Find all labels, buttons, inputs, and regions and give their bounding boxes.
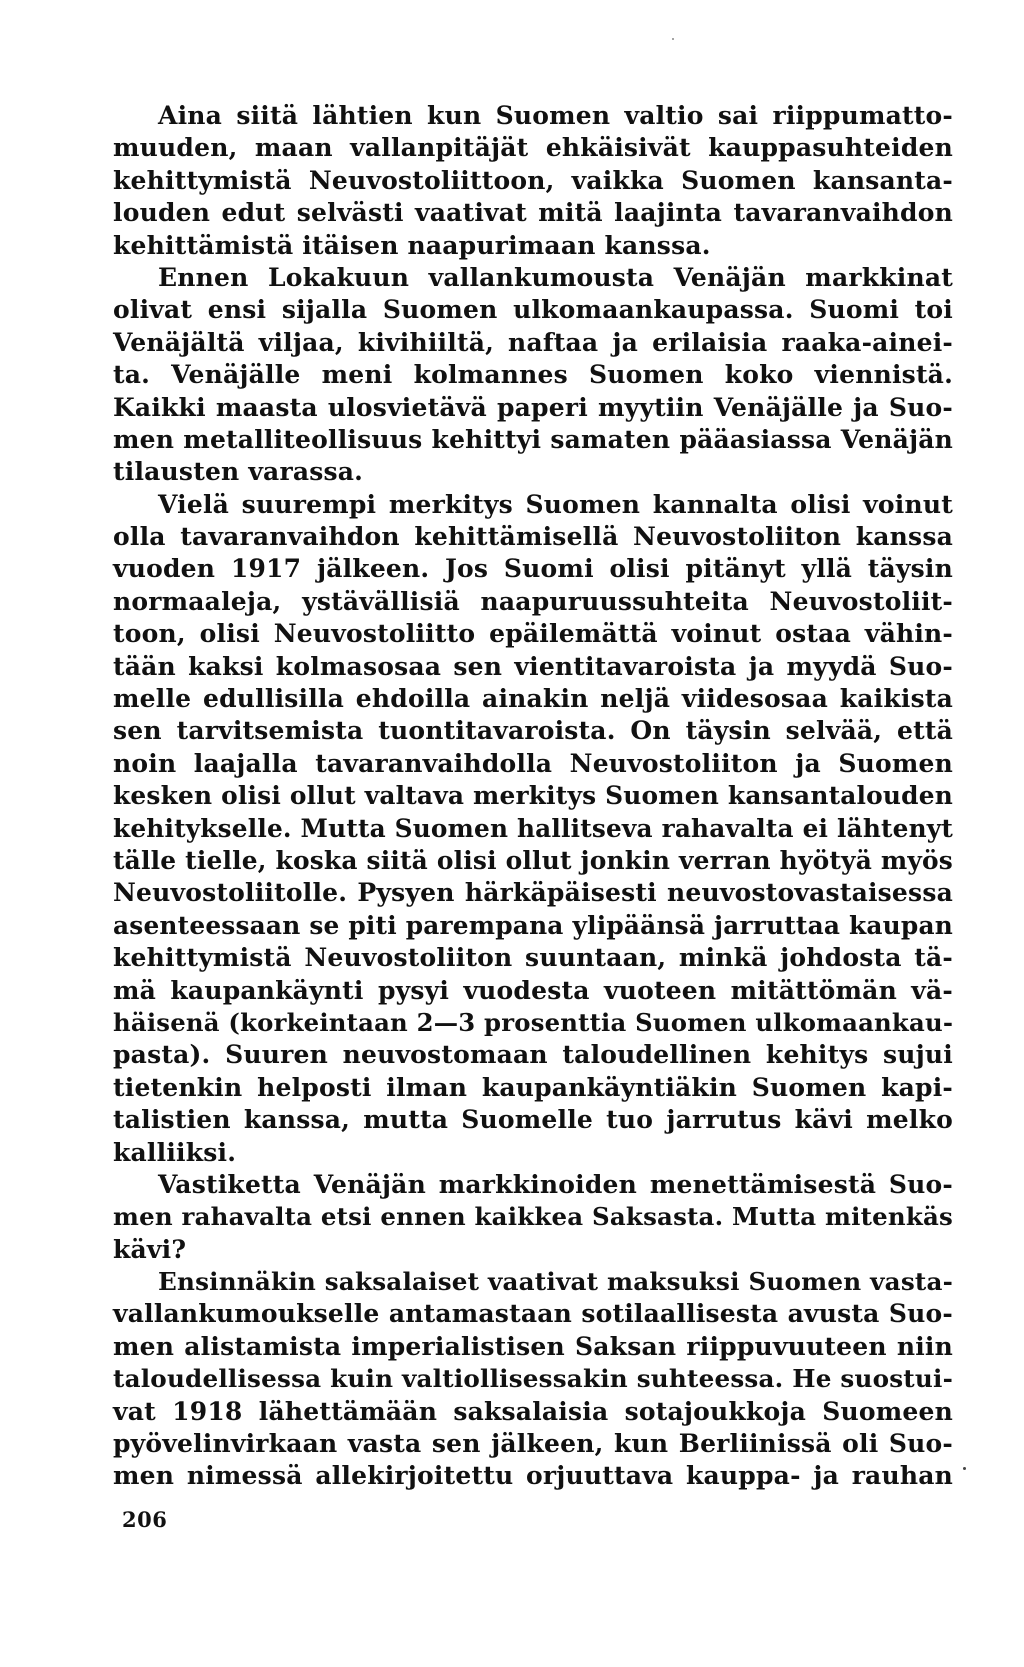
paper-speck: [672, 38, 674, 40]
text-line: tälle tielle, koska siitä olisi ollut jonkin verran hyötyä myös: [113, 845, 953, 875]
text-line: kehittymistä Neuvostoliittoon, vaikka Suomen kansanta-: [113, 165, 953, 195]
text-line: vuoden 1917 jälkeen. Jos Suomi olisi pitänyt yllä täysin: [113, 554, 953, 584]
text-line: toon, olisi Neuvostoliitto epäilemättä voinut ostaa vähin-: [113, 619, 953, 649]
text-line: Vielä suurempi merkitys Suomen kannalta olisi voinut: [158, 489, 953, 519]
text-line: men rahavalta etsi ennen kaikkea Saksasta. Mutta mitenkäs: [113, 1202, 953, 1232]
text-line: mä kaupankäynti pysyi vuodesta vuoteen mitättömän vä-: [113, 975, 953, 1005]
text-line: vat 1918 lähettämään saksalaisia sotajoukkoja Suomeen: [113, 1396, 953, 1426]
text-line: häisenä (korkeintaan 2—3 prosenttia Suomen ulkomaankau-: [113, 1007, 954, 1037]
text-line: vallankumoukselle antamastaan sotilaallisesta avusta Suo-: [113, 1299, 953, 1329]
text-line: sen tarvitsemista tuontitavaroista. On täysin selvää, että: [113, 716, 953, 746]
text-line: pasta). Suuren neuvostomaan taloudellinen kehitys sujui: [113, 1040, 953, 1070]
page-number: 206: [122, 1507, 168, 1532]
body-text: [113, 100, 953, 1493]
text-line: Neuvostoliitolle. Pysyen härkäpäisesti neuvostovastaisessa: [113, 878, 953, 908]
text-line: normaaleja, ystävällisiä naapuruussuhteita Neuvostoliit-: [113, 586, 953, 616]
text-line: olla tavaranvaihdon kehittämisellä Neuvostoliiton kanssa: [113, 522, 953, 552]
text-line: Ennen Lokakuun vallankumousta Venäjän markkinat: [158, 262, 953, 292]
text-line: Aina siitä lähtien kun Suomen valtio sai riippumatto-: [158, 101, 953, 130]
text-line: taloudellisessa kuin valtiollisessakin suhteessa. He suostui-: [113, 1364, 953, 1394]
text-line: muuden, maan vallanpitäjät ehkäisivät kauppasuhteiden: [113, 133, 953, 163]
text-line: men nimessä allekirjoitettu orjuuttava kauppa- ja rauhan: [113, 1461, 953, 1491]
text-line: asenteessaan se piti parempana ylipäänsä jarruttaa kaupan: [113, 910, 953, 940]
text-line: tään kaksi kolmasosaa sen vientitavaroista ja myydä Suo-: [113, 651, 953, 681]
text-line: kehittämistä itäisen naapurimaan kanssa.: [113, 230, 711, 260]
text-line: Ensinnäkin saksalaiset vaativat maksuksi Suomen vasta-: [158, 1267, 954, 1297]
text-line: olivat ensi sijalla Suomen ulkomaankaupassa. Suomi toi: [113, 295, 953, 325]
text-line: Vastiketta Venäjän markkinoiden menettämisestä Suo-: [158, 1169, 953, 1199]
text-line: ta. Venäjälle meni kolmannes Suomen koko viennistä.: [113, 360, 953, 390]
text-line: men alistamista imperialistisen Saksan riippuvuuteen niin: [113, 1331, 953, 1361]
text-line: kehitykselle. Mutta Suomen hallitseva rahavalta ei lähtenyt: [113, 813, 953, 843]
text-line: Kaikki maasta ulosvietävä paperi myytiin Venäjälle ja Suo-: [113, 392, 953, 422]
text-line: tilausten varassa.: [113, 457, 364, 487]
text-line: kehittymistä Neuvostoliiton suuntaan, minkä johdosta tä-: [113, 943, 953, 973]
text-line: kävi?: [113, 1234, 187, 1264]
paper-speck: [963, 1467, 966, 1470]
text-line: talistien kanssa, mutta Suomelle tuo jarrutus kävi melko: [113, 1105, 953, 1135]
text-line: kalliiksi.: [113, 1137, 237, 1167]
text-line: tietenkin helposti ilman kaupankäyntiäkin Suomen kapi-: [113, 1072, 953, 1102]
text-line: pyövelinvirkaan vasta sen jälkeen, kun Berliinissä oli Suo-: [113, 1429, 953, 1459]
text-line: melle edullisilla ehdoilla ainakin neljä viidesosaa kaikista: [113, 684, 953, 714]
text-line: Venäjältä viljaa, kivihiiltä, naftaa ja erilaisia raaka-ainei-: [113, 327, 953, 357]
text-line: kesken olisi ollut valtava merkitys Suomen kansantalouden: [113, 781, 953, 811]
text-line: louden edut selvästi vaativat mitä laajinta tavaranvaihdon: [113, 198, 953, 228]
text-line: men metalliteollisuus kehittyi samaten pääasiassa Venäjän: [113, 424, 953, 454]
text-line: noin laajalla tavaranvaihdolla Neuvostoliiton ja Suomen: [113, 748, 953, 778]
